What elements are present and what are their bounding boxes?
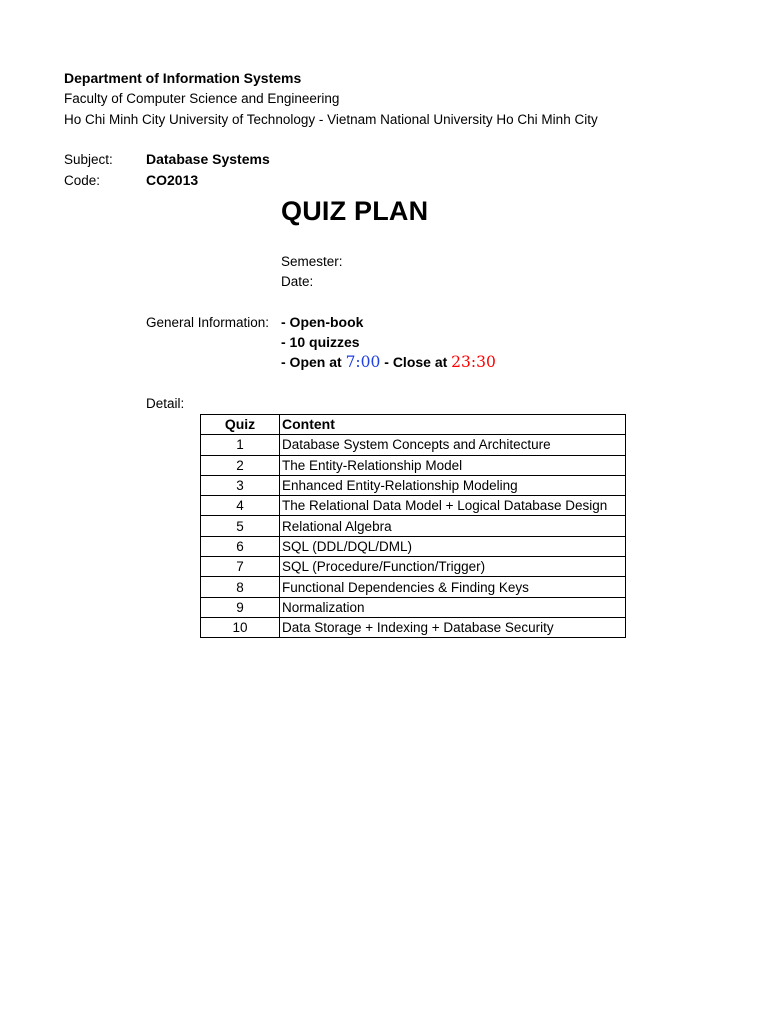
table-row	[201, 557, 626, 577]
close-prefix: - Close at	[380, 354, 452, 370]
quiz-content: Functional Dependencies & Finding Keys	[280, 577, 626, 597]
close-time: 23:30	[451, 353, 496, 371]
quiz-content: The Entity-Relationship Model	[280, 455, 626, 475]
quiz-content: Enhanced Entity-Relationship Modeling	[280, 475, 626, 495]
quiz-number: 8	[201, 577, 280, 597]
quiz-number: 9	[201, 597, 280, 617]
general-info-label: General Information:	[146, 315, 270, 330]
subject-value: Database Systems	[146, 151, 270, 167]
quiz-content: Normalization	[280, 597, 626, 617]
quiz-content: SQL (DDL/DQL/DML)	[280, 536, 626, 556]
table-header-row	[201, 415, 626, 435]
table-row	[201, 536, 626, 556]
quiz-column-header: Quiz	[201, 415, 280, 435]
quiz-number: 3	[201, 475, 280, 495]
quiz-number: 5	[201, 516, 280, 536]
quiz-content: SQL (Procedure/Function/Trigger)	[280, 557, 626, 577]
quiz-number: 4	[201, 496, 280, 516]
general-info-open-book: - Open-book	[281, 314, 364, 330]
table-row	[201, 435, 626, 455]
quiz-content: The Relational Data Model + Logical Database Design	[280, 496, 626, 516]
general-info-quiz-count: - 10 quizzes	[281, 334, 360, 350]
quiz-number: 2	[201, 455, 280, 475]
content-column-header: Content	[280, 415, 626, 435]
table-row	[201, 516, 626, 536]
general-info-schedule	[281, 353, 496, 371]
date-label: Date:	[281, 274, 314, 289]
table-row	[201, 455, 626, 475]
table-row	[201, 617, 626, 637]
quiz-content: Relational Algebra	[280, 516, 626, 536]
quiz-number: 1	[201, 435, 280, 455]
quiz-number: 6	[201, 536, 280, 556]
semester-label: Semester:	[281, 254, 343, 269]
code-label: Code:	[64, 173, 101, 188]
quiz-number: 10	[201, 617, 280, 637]
quiz-number: 7	[201, 557, 280, 577]
table-row	[201, 577, 626, 597]
detail-label: Detail:	[146, 396, 185, 411]
department-name: Department of Information Systems	[64, 70, 302, 86]
open-prefix: - Open at	[281, 354, 346, 370]
table-row	[201, 475, 626, 495]
page-title: QUIZ PLAN	[281, 196, 429, 226]
table-row	[201, 597, 626, 617]
quiz-table	[200, 414, 626, 638]
university-name: Ho Chi Minh City University of Technology - Vietnam National University Ho Chi Minh City	[64, 112, 598, 127]
code-value: CO2013	[146, 172, 199, 188]
open-time: 7:00	[345, 353, 381, 371]
faculty-name: Faculty of Computer Science and Engineering	[64, 91, 340, 106]
table-row	[201, 496, 626, 516]
quiz-content: Database System Concepts and Architecture	[280, 435, 626, 455]
subject-label: Subject:	[64, 152, 113, 167]
quiz-content: Data Storage + Indexing + Database Security	[280, 617, 626, 637]
